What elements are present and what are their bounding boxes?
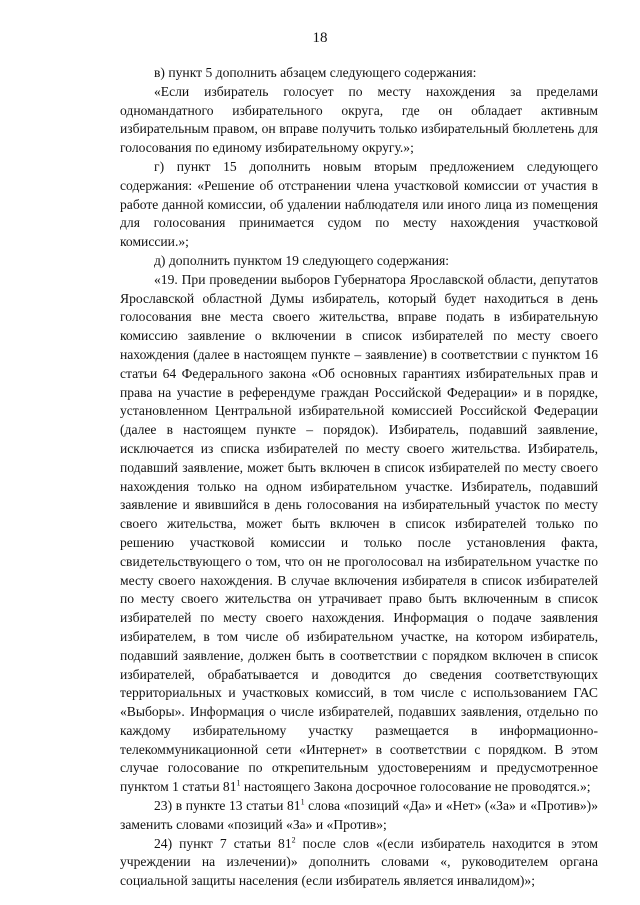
text-run: после слов «(если избиратель находится в этом учреждении на излечении)» дополнить словами «, руководителем органа социальной защиты населения (если избиратель является инвалидом)»; — [120, 835, 598, 889]
document-body — [120, 64, 598, 891]
page-number: 18 — [312, 30, 328, 46]
paragraph-item-24 — [120, 835, 598, 891]
paragraph-g-intro — [120, 158, 598, 252]
text-run: 24) пункт 7 статьи 81 — [154, 835, 292, 851]
paragraph-v-intro — [120, 64, 598, 83]
text-run: «19. При проведении выборов Губернатора Ярославской области, депутатов Ярославской областной Думы избиратель, который будет находиться в день голосования вне места своего жительства, вправе подать в избирательную комиссию заявление о включении в список избирателей по месту своего нахождения (далее в настоящем пункте – заявление) в соответствии с пунктом 16 статьи 64 Федерального закона «Об основных гарантиях избирательных прав и права на участие в референдуме граждан Российской Федерации» и в порядке, установленном Центральной избирательной комиссией Российской Федерации (далее в настоящем пункте – порядок). Избиратель, подавший заявление, исключается из списка избирателей по месту своего жительства. Избиратель, подавший заявление, может быть включен в список избирателей по месту своего нахождения только на одном избирательном участке. Избиратель, подавший заявление и явившийся в день голосования на избирательный участок по месту своего жительства, может быть включен в список избирателей только по решению участковой комиссии и только после установления факта, свидетельствующего о том, что он не проголосовал на избирательном участке по месту своего нахождения. В случае включения избирателя в список избирателей по месту своего жительства он утрачивает право быть включенным в список избирателей по месту своего нахождения. Информация о подаче заявления избирателем, в том числе об избирательном участке, на котором избиратель, подавший заявление, должен быть в соответствии с порядком включен в список избирателей, обрабатывается и доводится до сведения соответствующих территориальных и участковых комиссий, в том числе с использованием ГАС «Выборы». Информация о числе избирателей, подавших заявления, отдельно по каждому избирательному участку размещается в информационно-телекоммуникационной сети «Интернет» в соответствии с порядком. В этом случае голосование по открепительным удостоверениям и предусмотренное пунктом 1 статьи 81 — [120, 271, 598, 795]
text-run: в) пункт 5 дополнить абзацем следующего содержания: — [154, 65, 477, 80]
paragraph-v-text — [120, 83, 598, 158]
text-run: г) пункт 15 дополнить новым вторым предложением следующего содержания: «Решение об отстранении члена участковой комиссии от участия в работе данной комиссии, об удалении наблюдателя или иного лица из помещения для голосования принимается судом по месту нахождения участковой комиссии.»; — [120, 158, 598, 250]
text-run: слова «позиций «Да» и «Нет» («За» и «Против»)» заменить словами «позиций «За» и «Против»; — [120, 798, 599, 832]
paragraph-d-intro — [120, 252, 598, 271]
superscript: 2 — [291, 835, 296, 845]
text-run: 23) в пункте 13 статьи 81 — [154, 798, 301, 814]
paragraph-item-23 — [120, 797, 598, 835]
superscript: 1 — [300, 797, 305, 807]
text-run: настоящего Закона досрочное голосование не проводятся.»; — [240, 779, 591, 795]
text-run: д) дополнить пунктом 19 следующего содержания: — [154, 252, 450, 268]
superscript: 1 — [236, 778, 241, 788]
text-run: «Если избиратель голосует по месту нахождения за пределами одномандатного избирательного округа, где он обладает активным избирательным правом, он вправе получить только избирательный бюллетень для голосования по единому избирательному округу.»; — [120, 83, 598, 156]
paragraph-d-text — [120, 271, 598, 797]
